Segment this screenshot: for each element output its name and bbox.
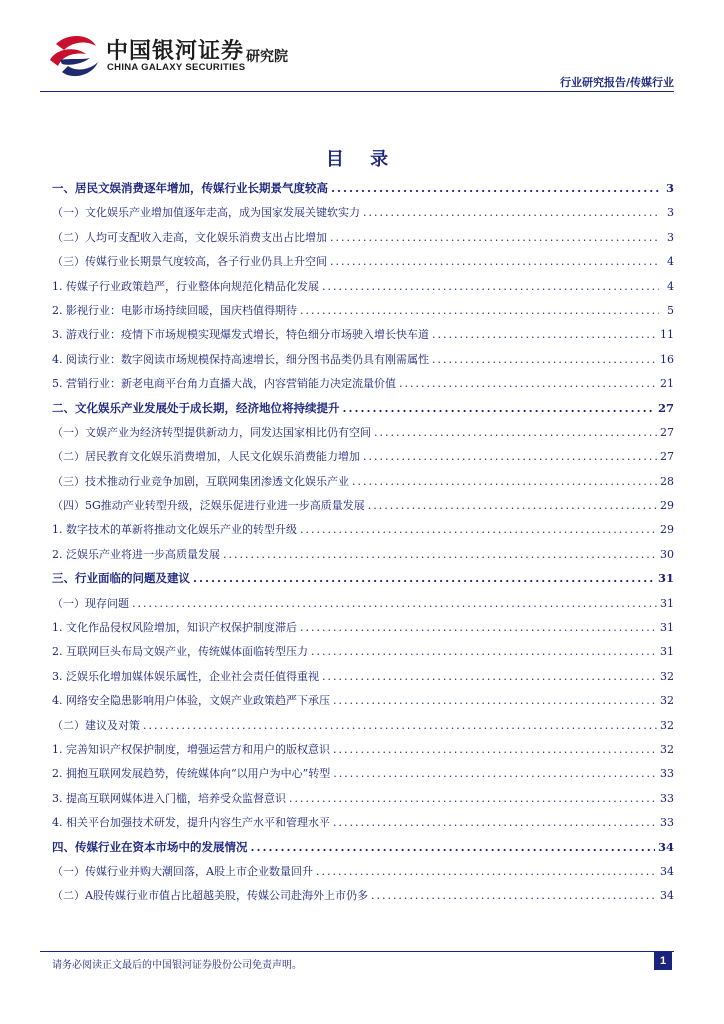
toc-entry-title[interactable]: 1. 完善知识产权保护制度，增强运营方和用户的版权意识 (52, 742, 330, 756)
toc-entry-page[interactable]: 31 (660, 596, 674, 610)
toc-entry-page[interactable]: 34 (660, 864, 674, 878)
toc-entry-page[interactable]: 27 (660, 425, 674, 439)
toc-entry-title[interactable]: 2. 拥抱互联网发展趋势，传统媒体向“以用户为中心”转型 (52, 767, 331, 781)
toc-dot-leader (333, 694, 657, 707)
toc-entry-page[interactable]: 33 (660, 816, 674, 830)
toc-entry[interactable] (52, 668, 674, 692)
toc-entry[interactable] (52, 302, 674, 326)
toc-entry-title[interactable]: 4. 相关平台加强技术研发，提升内容生产水平和管理水平 (52, 816, 330, 830)
toc-entry[interactable] (52, 863, 674, 887)
toc-entry-title[interactable]: （一）传媒行业并购大潮回落，A股上市企业数量回升 (52, 864, 313, 878)
toc-entry[interactable] (52, 741, 674, 765)
toc-entry-page[interactable]: 31 (660, 621, 674, 635)
report-category: 行业研究报告/传媒行业 (559, 76, 674, 89)
toc-dot-leader (330, 231, 659, 244)
toc-entry[interactable] (52, 180, 674, 204)
toc-dot-leader (352, 475, 657, 488)
toc-entry[interactable] (52, 278, 674, 302)
toc-entry-page[interactable]: 3 (667, 230, 674, 244)
toc-entry-title[interactable]: （三）传媒行业长期景气度较高，各子行业仍具上升空间 (52, 255, 327, 269)
toc-entry[interactable] (52, 253, 674, 277)
toc-entry[interactable] (52, 400, 674, 424)
toc-dot-leader (343, 401, 655, 415)
toc-entry-page[interactable]: 5 (667, 303, 674, 317)
toc-entry-title[interactable]: 1. 传媒子行业政策趋严，行业整体向规范化精品化发展 (52, 279, 319, 293)
toc-entry-page[interactable]: 32 (660, 718, 674, 732)
toc-entry-page[interactable]: 32 (660, 742, 674, 756)
toc-entry[interactable] (52, 814, 674, 838)
header-divider (40, 91, 674, 92)
toc-entry[interactable] (52, 204, 674, 228)
toc-dot-leader (223, 548, 657, 561)
toc-dot-leader (363, 450, 657, 463)
toc-entry-page[interactable]: 33 (660, 767, 674, 781)
toc-entry-title[interactable]: 4. 网络安全隐患影响用户体验，文娱产业政策趋严下承压 (52, 694, 330, 708)
toc-dot-leader (333, 743, 657, 756)
toc-entry-title[interactable]: （二）建议及对策 (52, 718, 140, 732)
toc-dot-leader (289, 792, 657, 805)
toc-entry-page[interactable]: 30 (660, 547, 674, 561)
toc-entry[interactable] (52, 229, 674, 253)
toc-entry-title[interactable]: （二）居民教育文化娱乐消费增加，人民文化娱乐消费能力增加 (52, 450, 360, 464)
toc-dot-leader (311, 645, 657, 658)
toc-entry[interactable] (52, 595, 674, 619)
toc-entry-title[interactable]: （一）现存问题 (52, 596, 129, 610)
company-logo (40, 30, 310, 82)
toc-entry-title[interactable]: 2. 泛娱乐产业将进一步高质量发展 (52, 547, 220, 561)
toc-entry-title[interactable]: （三）技术推动行业竞争加剧，互联网集团渗透文化娱乐产业 (52, 474, 349, 488)
toc-entry[interactable] (52, 521, 674, 545)
toc-entry-page[interactable]: 31 (657, 571, 674, 586)
toc-entry-title[interactable]: 三、行业面临的问题及建议 (52, 571, 190, 586)
toc-entry-title[interactable]: 3. 提高互联网媒体进入门槛，培养受众监督意识 (52, 791, 286, 805)
toc-entry-page[interactable]: 29 (660, 523, 674, 537)
logo-institute: 研究院 (246, 49, 288, 65)
toc-entry[interactable] (52, 619, 674, 643)
galaxy-logo-icon (46, 30, 102, 82)
toc-dot-leader (322, 670, 657, 683)
toc-entry[interactable] (52, 473, 674, 497)
toc-entry-title[interactable]: 4. 阅读行业：数字阅读市场规模保持高速增长，细分图书品类仍具有刚需属性 (52, 352, 429, 366)
toc-entry-title[interactable]: 3. 泛娱乐化增加媒体娱乐属性，企业社会责任值得重视 (52, 669, 319, 683)
toc-entry-title[interactable]: 二、文化娱乐产业发展处于成长期，经济地位将持续提升 (52, 400, 340, 415)
logo-chinese-name: 中国银河证券 (106, 39, 245, 64)
toc-entry[interactable] (52, 546, 674, 570)
toc-entry-page[interactable]: 32 (660, 669, 674, 683)
toc-entry-page[interactable]: 33 (660, 791, 674, 805)
toc-entry-title[interactable]: （一）文娱产业为经济转型提供新动力，同发达国家相比仍有空间 (52, 425, 371, 439)
toc-entry-title[interactable]: 一、居民文娱消费逐年增加，传媒行业长期景气度较高 (52, 181, 328, 195)
toc-entry-title[interactable]: （二）A股传媒行业市值占比超越美股，传媒公司赴海外上市仍多 (52, 889, 368, 903)
toc-entry-title[interactable]: 3. 游戏行业：疫情下市场规模实现爆发式增长，特色细分市场驶入增长快车道 (52, 328, 429, 342)
toc-entry-page[interactable]: 32 (660, 694, 674, 708)
toc-entry[interactable] (52, 765, 674, 789)
toc-entry[interactable] (52, 692, 674, 716)
toc-entry-page[interactable]: 34 (657, 839, 674, 854)
toc-dot-leader (300, 621, 657, 634)
toc-entry-title[interactable]: （四）5G推动产业转型升级，泛娱乐促进行业进一步高质量发展 (52, 499, 365, 513)
toc-dot-leader (432, 328, 657, 341)
toc-dot-leader (333, 816, 657, 829)
toc-dot-leader (300, 304, 659, 317)
toc-dot-leader (330, 255, 659, 268)
toc-dot-leader (251, 840, 655, 854)
toc-entry[interactable] (52, 790, 674, 814)
toc-dot-leader (143, 719, 657, 732)
toc-dot-leader (322, 280, 659, 293)
toc-entry-page[interactable]: 27 (660, 450, 674, 464)
toc-entry[interactable] (52, 717, 674, 741)
toc-entry[interactable] (52, 375, 674, 399)
toc-dot-leader (132, 597, 657, 610)
footer-divider (40, 951, 674, 952)
toc-entry-page[interactable]: 29 (660, 499, 674, 513)
toc-entry[interactable] (52, 839, 674, 863)
toc-dot-leader (193, 571, 655, 585)
page-number: 1 (654, 952, 672, 970)
toc-dot-leader (331, 181, 659, 195)
toc-entry[interactable] (52, 448, 674, 472)
toc-entry-page[interactable]: 16 (660, 352, 674, 366)
toc-entry-page[interactable]: 21 (660, 377, 674, 391)
logo-english-name: CHINA GALAXY SECURITIES (107, 62, 246, 73)
toc-entry[interactable] (52, 570, 674, 594)
page-header (0, 0, 724, 92)
toc-entry[interactable] (52, 497, 674, 521)
toc-entry-title[interactable]: 1. 数字技术的革新将推动文化娱乐产业的转型升级 (52, 523, 297, 537)
toc-dot-leader (363, 206, 659, 219)
toc-entry-title[interactable]: 5. 营销行业：新老电商平台角力直播大战，内容营销能力决定流量价值 (52, 377, 396, 391)
toc-title: 目 录 (325, 149, 399, 170)
toc-entry[interactable] (52, 326, 674, 350)
toc-entry-page[interactable]: 4 (667, 279, 674, 293)
toc-entry-page[interactable]: 28 (660, 474, 674, 488)
toc-entry-title[interactable]: 2. 影视行业：电影市场持续回暖，国庆档值得期待 (52, 303, 297, 317)
toc-dot-leader (371, 889, 657, 902)
toc-entry-page[interactable]: 3 (667, 206, 674, 220)
toc-dot-leader (374, 426, 657, 439)
toc-entry-page[interactable]: 27 (657, 400, 674, 415)
toc-dot-leader (368, 499, 657, 512)
toc-entry-title[interactable]: 2. 互联网巨头布局文娱产业，传统媒体面临转型压力 (52, 645, 308, 659)
toc-entry-title[interactable]: （二）人均可支配收入走高，文化娱乐消费支出占比增加 (52, 230, 327, 244)
toc-entry-page[interactable]: 4 (667, 255, 674, 269)
toc-entry-title[interactable]: 四、传媒行业在资本市场中的发展情况 (52, 839, 248, 854)
toc-entry[interactable] (52, 643, 674, 667)
toc-entry[interactable] (52, 887, 674, 911)
toc-entry-title[interactable]: 1. 文化作品侵权风险增加，知识产权保护制度滞后 (52, 621, 297, 635)
table-of-contents (52, 180, 674, 912)
toc-dot-leader (432, 353, 657, 366)
toc-entry-page[interactable]: 31 (660, 645, 674, 659)
toc-entry-page[interactable]: 34 (660, 889, 674, 903)
toc-dot-leader (316, 865, 657, 878)
toc-dot-leader (399, 377, 657, 390)
toc-dot-leader (300, 523, 657, 536)
toc-entry-page[interactable]: 11 (660, 328, 674, 342)
toc-entry-page[interactable]: 3 (665, 181, 674, 195)
footer-disclaimer: 请务必阅读正文最后的中国银河证券股份公司免责声明。 (52, 960, 302, 971)
toc-entry-title[interactable]: （一）文化娱乐产业增加值逐年走高，成为国家发展关键软实力 (52, 206, 360, 220)
toc-entry[interactable] (52, 351, 674, 375)
toc-dot-leader (333, 767, 657, 780)
toc-entry[interactable] (52, 424, 674, 448)
